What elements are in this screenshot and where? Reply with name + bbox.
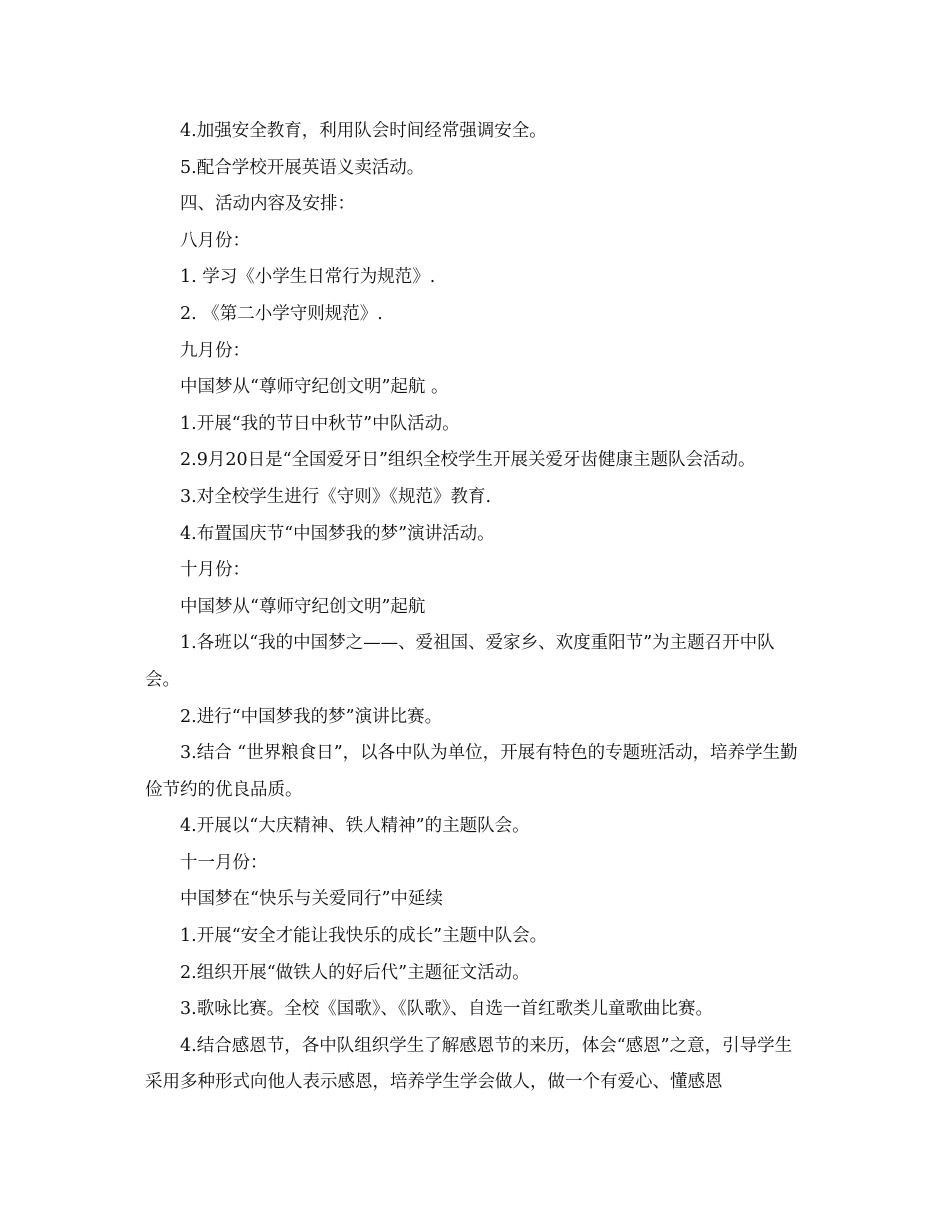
paragraph: 3.结合 “世界粮食日”，以各中队为单位，开展有特色的专题班活动，培养学生勤俭节约的优良品质。 — [145, 743, 798, 800]
paragraph: 3.对全校学生进行《守则》《规范》教育. — [180, 486, 492, 507]
month-heading: 十月份： — [180, 560, 250, 581]
paragraph: 2. 《第二小学守则规范》. — [180, 303, 383, 324]
section-heading: 四、活动内容及安排： — [180, 194, 355, 215]
paragraph: 4.布置国庆节“中国梦我的梦”演讲活动。 — [180, 523, 495, 544]
paragraph: 2.组织开展“做铁人的好后代”主题征文活动。 — [180, 962, 530, 983]
paragraph: 1.开展“安全才能让我快乐的成长”主题中队会。 — [180, 926, 548, 947]
month-heading: 十一月份： — [180, 852, 268, 873]
theme-line: 中国梦从“尊师守纪创文明”起航 — [180, 596, 426, 617]
paragraph: 3.歌咏比赛。全校《国歌》、《队歌》、自选一首红歌类儿童歌曲比赛。 — [180, 999, 713, 1020]
paragraph: 2.9月20日是“全国爱牙日”组织全校学生开展关爱牙齿健康主题队会活动。 — [180, 450, 756, 471]
paragraph: 4.加强安全教育，利用队会时间经常强调安全。 — [180, 121, 547, 141]
paragraph: 1. 学习《小学生日常行为规范》. — [180, 267, 436, 288]
paragraph: 2.进行“中国梦我的梦”演讲比赛。 — [180, 706, 443, 727]
theme-line: 中国梦从“尊师守纪创文明”起航 。 — [180, 377, 449, 398]
document-body — [145, 113, 805, 1101]
paragraph: 1.各班以“我的中国梦之——、爱祖国、爱家乡、欢度重阳节”为主题召开中队会。 — [145, 633, 775, 690]
theme-line: 中国梦在“快乐与关爱同行”中延续 — [180, 889, 443, 910]
paragraph: 4.开展以“大庆精神、铁人精神”的主题队会。 — [180, 816, 530, 837]
month-heading: 九月份： — [180, 340, 250, 361]
paragraph: 5.配合学校开展英语义卖活动。 — [180, 157, 425, 178]
paragraph: 1.开展“我的节日中秋节”中队活动。 — [180, 413, 460, 434]
month-heading: 八月份： — [180, 230, 250, 251]
paragraph: 4.结合感恩节，各中队组织学生了解感恩节的来历，体会“感恩”之意，引导学生采用多种形式向他人表示感恩，培养学生学会做人，做一个有爱心、懂感恩 — [145, 1035, 793, 1093]
